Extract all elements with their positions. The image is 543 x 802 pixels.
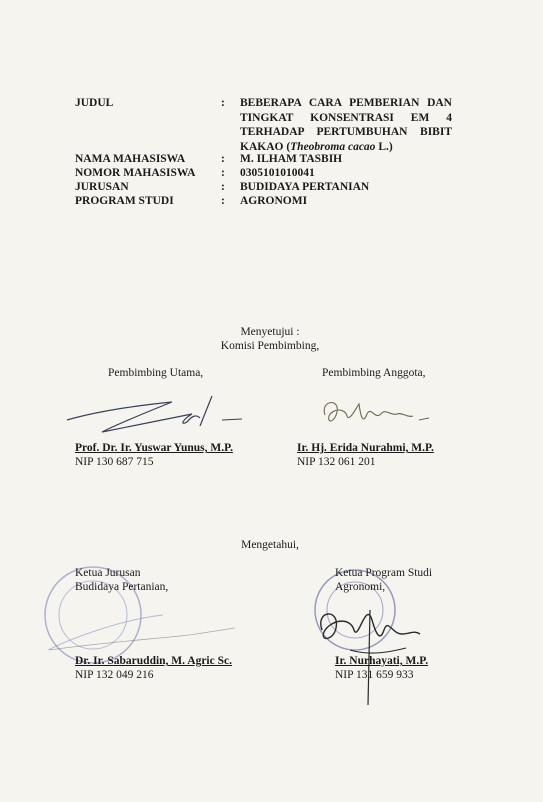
colon: : (221, 181, 225, 193)
judul-label: JUDUL (75, 97, 114, 109)
colon: : (221, 167, 225, 179)
jurusan-head-nip: NIP 132 049 216 (75, 669, 154, 681)
jurusan-label: JURUSAN (75, 181, 129, 193)
nomor-label: NOMOR MAHASISWA (75, 167, 196, 179)
supervisor-member-name: Ir. Hj. Erida Nurahmi, M.P. (297, 442, 434, 454)
supervisor-main-name: Prof. Dr. Ir. Yuswar Yunus, M.P. (75, 442, 233, 454)
nomor-value: 0305101010041 (240, 167, 315, 179)
colon: : (221, 195, 225, 207)
signature-prodi (310, 590, 430, 710)
judul-end: L.) (375, 140, 393, 153)
colon: : (221, 153, 225, 165)
supervisor-member-nip: NIP 132 061 201 (297, 456, 376, 468)
prodi-value: AGRONOMI (240, 195, 308, 207)
colon: : (221, 97, 225, 109)
supervisor-member-role: Pembimbing Anggota, (322, 367, 426, 379)
signature-member (315, 390, 445, 435)
prodi-head-role2: Agronomi, (335, 581, 386, 593)
approval-line1: Menyetujui : (240, 326, 300, 338)
supervisor-main-nip: NIP 130 687 715 (75, 456, 154, 468)
supervisor-main-role: Pembimbing Utama, (108, 367, 204, 379)
judul-text: BEBERAPA CARA PEMBERIAN DAN TINGKAT KONSENTRASI EM 4 TERHADAP PERTUMBUHAN BIBIT KAKAO ( (240, 97, 452, 153)
jurusan-head-role2: Budidaya Pertanian, (75, 581, 169, 593)
jurusan-value: BUDIDAYA PERTANIAN (240, 181, 370, 193)
nama-label: NAMA MAHASISWA (75, 153, 186, 165)
signature-jurusan (40, 600, 240, 660)
jurusan-head-name: Dr. Ir. Sabaruddin, M. Agric Sc. (75, 655, 232, 667)
prodi-head-name: Ir. Nurhayati, M.P. (335, 655, 429, 667)
prodi-head-role1: Ketua Program Studi (335, 567, 433, 579)
nama-value: M. ILHAM TASBIH (240, 153, 343, 165)
judul-value (240, 96, 452, 154)
prodi-head-nip: NIP 131 659 933 (335, 669, 414, 681)
signature-main (62, 380, 262, 440)
jurusan-head-role1: Ketua Jurusan (75, 567, 141, 579)
judul-species: Theobroma cacao (290, 140, 376, 153)
approval-line2: Komisi Pembimbing, (220, 340, 320, 352)
acknowledge-heading: Mengetahui, (241, 539, 299, 551)
prodi-label: PROGRAM STUDI (75, 195, 174, 207)
